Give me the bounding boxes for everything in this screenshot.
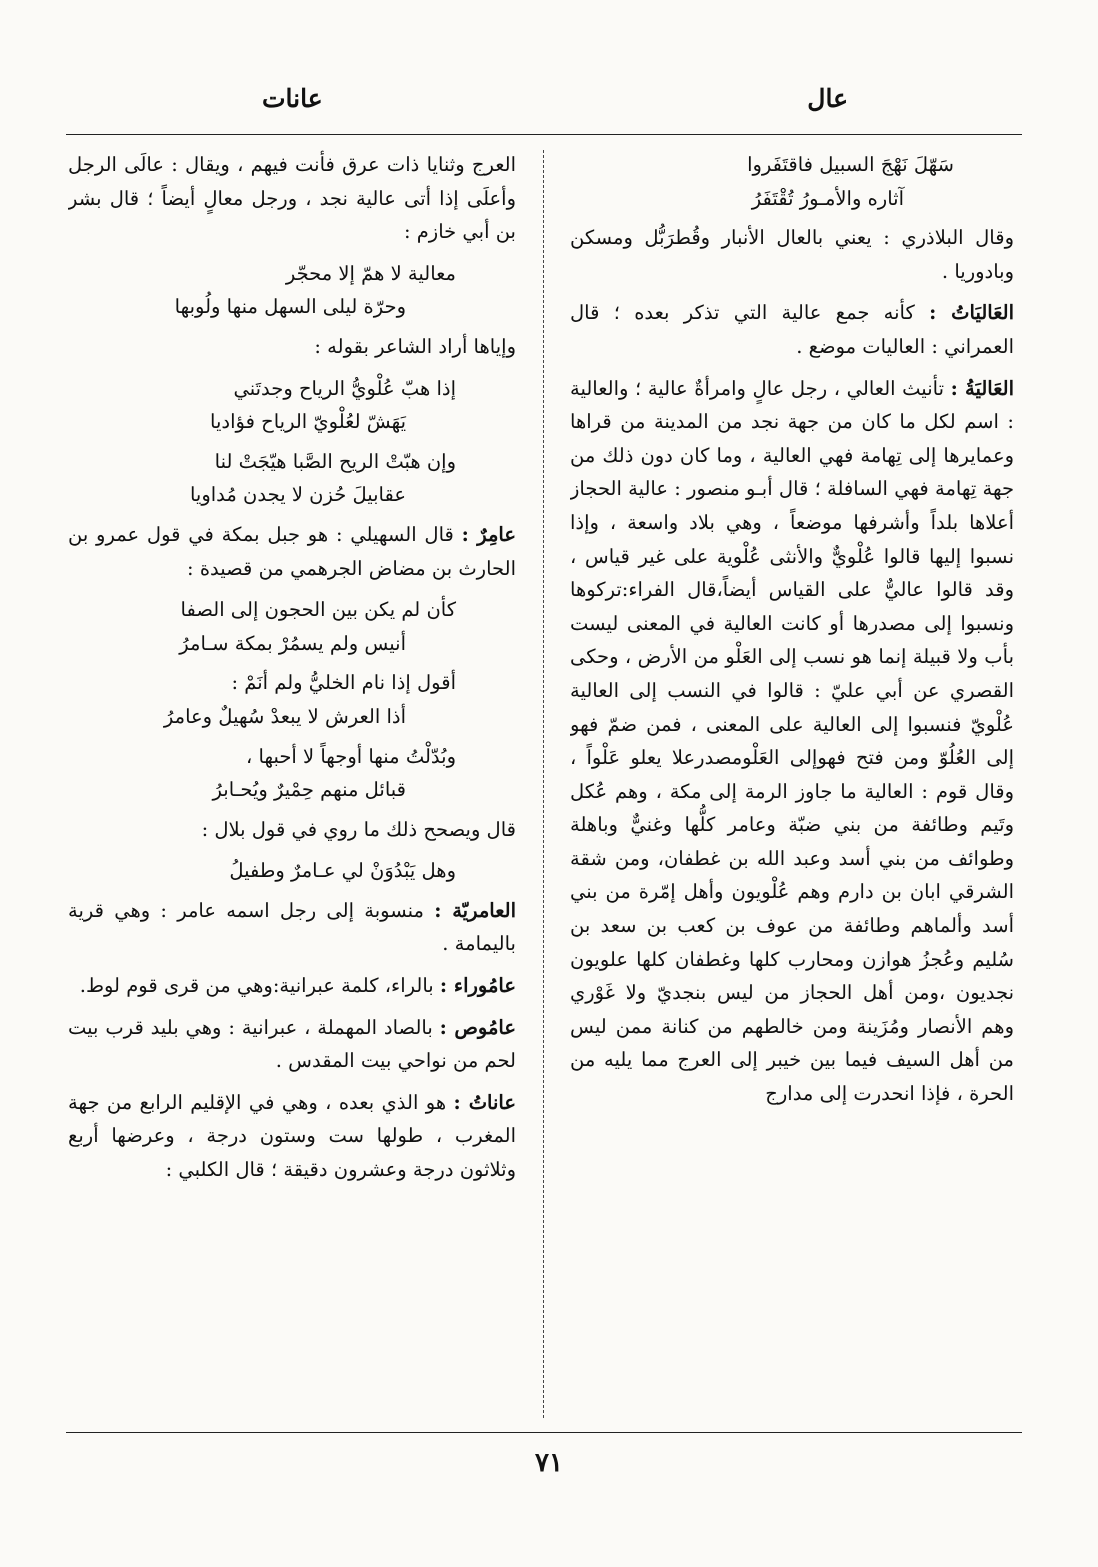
verse-line: أقول إذا نام الخليُّ ولم أنَمْ :: [231, 671, 456, 695]
verse-line: وحرّة ليلى السهل منها ولُوبها: [174, 295, 406, 319]
entry-amir: [68, 518, 516, 585]
verse-line: وبُدّلْتُ منها أوجهاً لا أحبها ،: [246, 744, 456, 768]
verse: [570, 148, 1014, 215]
entry-aliyat: [570, 296, 1014, 363]
verse-line: قبائل منهم حِمْيرٌ ويُحـابرُ: [212, 778, 406, 802]
entry-text: كأنه جمع عالية التي تذكر بعده ؛ قال العمراني : العاليات موضع .: [570, 301, 1014, 358]
entry-headword: عامِرٌ :: [461, 522, 516, 546]
verse-line: عقابيلَ حُزن لا يجدن مُداويا: [189, 483, 406, 507]
verse-line: أنيس ولم يسمُرْ بمكة سـامرُ: [179, 631, 406, 655]
entry-text: هو الذي بعده ، وهي في الإقليم الرابع من جهة المغرب ، طولها ست وستون درجة ، وعرضها أربع وثلاثون درجة وعشرون دقيقة ؛ قال الكلبي :: [68, 1090, 516, 1182]
column-divider: [543, 150, 544, 1418]
verse-line: يَهَشّ لعُلْويّ الرياح فؤاديا: [210, 410, 406, 434]
verse: [68, 372, 516, 439]
verse-line: إذا هبّ عُلْويُّ الرياح وجدتَني: [233, 376, 456, 400]
verse: [68, 854, 516, 888]
entry-headword: العَاليَةُ :: [950, 376, 1014, 400]
entry-amura: [68, 969, 516, 1003]
verse: [68, 445, 516, 512]
verse: [68, 593, 516, 660]
paragraph: [570, 221, 1014, 288]
entry-text: بالراء، كلمة عبرانية:وهي من قرى قوم لوط.: [79, 974, 434, 998]
paragraph-text: وقال البلاذري : يعني بالعال الأنبار وقُطرَبُّل ومسكن وبادوريا .: [570, 226, 1014, 283]
verse-line: آثاره والأمـورُ تُقْتَفَرُ: [751, 186, 904, 210]
entry-aliya: [570, 372, 1014, 1111]
right-column: [570, 148, 1014, 1426]
entry-headword: عامُوص :: [439, 1015, 516, 1039]
entry-anat: [68, 1086, 516, 1187]
paragraph: [68, 148, 516, 249]
verse-line: وإن هبّتْ الريح الصَّبا هيّجَتْ لنا: [214, 449, 456, 473]
verse: [68, 666, 516, 733]
verse-line: معالية لا همّ إلا محجّر: [285, 261, 456, 285]
header-rule: [66, 134, 1022, 135]
verse: [68, 257, 516, 324]
verse-line: كأن لم يكن بين الحجون إلى الصفا: [180, 598, 456, 622]
entry-text: قال السهيلي : هو جبل بمكة في قول عمرو بن الحارث بن مضاض الجرهمي من قصيدة :: [68, 522, 516, 580]
entry-text: منسوبة إلى رجل اسمه عامر : وهي قرية باليمامة .: [68, 898, 516, 956]
verse-line: أذا العرش لا يبعدْ سُهيلٌ وعامرُ: [163, 704, 406, 728]
entry-headword: العَاليَاتُ :: [929, 301, 1014, 325]
verse-line: وهل يَبْدُوَنْ لي عـامرٌ وطفيلُ: [229, 859, 456, 883]
verse: [68, 740, 516, 807]
entry-amus: [68, 1011, 516, 1078]
entry-text: تأنيث العالي ، رجل عالٍ وامرأةٌ عالية ؛ والعالية : اسم لكل ما كان من جهة نجد من المدينة من قراها وعمايرها إلى تِهامة فهي العالية ، وما كان دون ذلك من جهة تِهامة فهي السافلة ؛ قال أبـو منصور : عالية الحجاز أعلاها بلداً وأشرفها موضعاً ، وهي بلاد واسعة ، وإذا نسبوا إليها قالوا عُلْويٌّ والأنثى عُلْوية على غير قياس ، وقد قالوا عاليٌّ على القياس أيضاً،قال الفراء:تركوها ونسبوا إلى مصدرها أو كانت العالية في المعنى ليست بأب ولا قبيلة إنما هو نسب إلى العَلْو من الأرض ، وحكى القصري عن أبي عليّ : قالوا في النسب إلى العالية عُلْويّ فنسبوا إلى العالية على المعنى ، فمن ضمّ فهو إلى العُلُوّ ومن فتح فهوإلى العَلْومصدرعلا يعلو عَلْواً ، وقال قوم : العالية ما جاوز الرمة إلى مكة ، وهم عُكل وتَيم وطائفة من بني ضبّة وعامر كلُّها وغنيٌّ وباهلة وطوائف من بني أسد وعبد الله بن غطفان، ومن شقة الشرقي ابان بن دارم وهم عُلْويون وأهل إمّرة من بني أسد وألماهم وطائفة من عوف بن كعب بن سعد بن سُليم وعُجزُ هوازن ومحارب كلها وغطفان كلها علويون نجديون ،ومن أهل الحجاز من ليس بنجديّ ولا غَوْري وهم الأنصار ومُزَينة ومن خالطهم من كنانة ممن ليس من أهل السيف فيما بين خيبر إلى العرج مما يليه من الحرة ، فإذا انحدرت إلى مدارج: [570, 376, 1014, 1106]
footer-rule: [66, 1432, 1022, 1433]
paragraph-text: وإياها أراد الشاعر بقوله :: [314, 334, 516, 358]
entry-headword: العامريّة :: [434, 898, 516, 922]
entry-text: بالصاد المهملة ، عبرانية : وهي بليد قرب بيت لحم من نواحي بيت المقدس .: [68, 1015, 516, 1073]
running-header-right: عال: [807, 84, 848, 113]
entry-amiriyya: [68, 894, 516, 961]
entry-headword: عاناتُ :: [453, 1090, 516, 1114]
page-number: ٧١: [535, 1448, 563, 1478]
paragraph: [68, 813, 516, 847]
running-header-left: عانات: [262, 84, 323, 113]
paragraph: [68, 330, 516, 364]
verse-line: سَهّلَ نَهْجَ السبيل فاقتَفَروا: [747, 153, 954, 176]
paragraph-text: قال ويصحح ذلك ما روي في قول بلال :: [201, 817, 516, 841]
left-column: [68, 148, 516, 1426]
entry-headword: عامُوراء :: [439, 974, 516, 998]
paragraph-text: العرج وثنايا ذات عرق فأنت فيهم ، ويقال : عالَى الرجل وأعلَى إذا أتى عالية نجد ، ورجل معالٍ أيضاً ؛ قال بشر بن أبي خازم :: [68, 153, 516, 244]
